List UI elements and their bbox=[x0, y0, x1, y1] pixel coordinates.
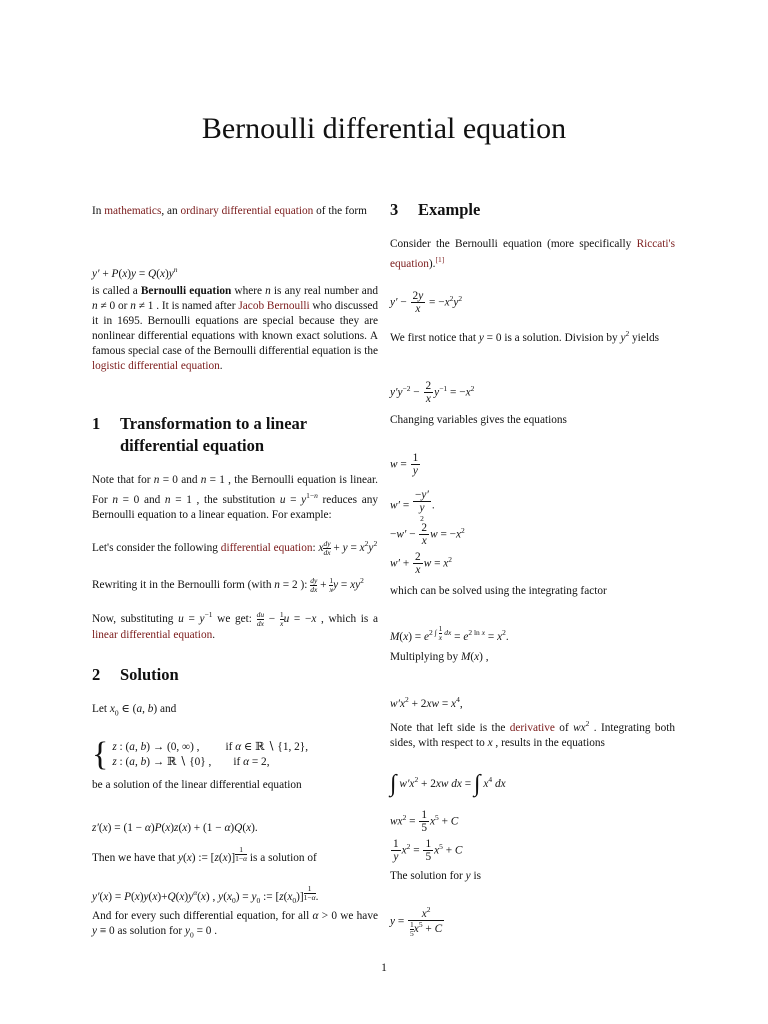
integrated-result-2: $\frac{1}{y}$ $x^2$ = $\frac{1}{5}$ $x^5 + C$ bbox=[393, 838, 463, 864]
bernoulli-equation-formula: $y' + P(x)y = Q(x)y^n$ bbox=[92, 265, 178, 280]
section-2-paragraph-3: Then we have that y(x) := [z(x)] $^{\frac{1}{1-\alpha}}$ is a solution of bbox=[92, 845, 317, 864]
link-ordinary-differential-equation[interactable]: ordinary differential equation bbox=[180, 205, 314, 217]
link-mathematics[interactable]: mathematics bbox=[104, 205, 162, 217]
page-title: Bernoulli differential equation bbox=[201, 112, 567, 145]
section-3-paragraph-1: Consider the Bernoulli equation (more specifically Riccati's equation).[1] bbox=[390, 238, 675, 270]
integrated-result-1: $wx^2$ = $\frac{1}{5}$ $x^5 + C$ bbox=[390, 809, 459, 835]
example-equation: y′ − $\frac{2y}{x}$ = $-x^2y^2$ bbox=[390, 290, 463, 316]
link-jacob-bernoulli[interactable]: Jacob Bernoulli bbox=[238, 300, 310, 312]
section-2-heading: 2 Solution bbox=[92, 665, 179, 684]
section-3-paragraph-3: Changing variables gives the equations bbox=[390, 414, 567, 426]
section-1-paragraph-3: Rewriting it in the Bernoulli form (with n = 2 ): $\frac{dy}{dx}$ + $\frac{1}{x}$ $y = xy^2$ bbox=[92, 575, 364, 594]
divided-equation: $y'y^{-2}$ − $\frac{2}{x}$ $y^{-1} = -x^2$ bbox=[390, 380, 475, 406]
section-3-paragraph-2: We first notice that y = 0 is a solution. Division by $y^2$ yields bbox=[390, 329, 660, 344]
link-riccati-equation[interactable]: Riccati's equation bbox=[390, 238, 675, 270]
section-3-paragraph-5: Multiplying by M(x) , bbox=[390, 651, 489, 663]
final-solution: y = $x^2$ $\frac{1}{5}$ $x^5 + C$ bbox=[390, 905, 443, 939]
section-3-paragraph-6: Note that left side is the derivative of $wx^2$ . Integrating both sides, with respect to x , results in the equations bbox=[390, 719, 676, 749]
citation-1[interactable]: [1] bbox=[435, 255, 445, 264]
substitution-w-prime: w′ = −y′ y 2 . bbox=[390, 489, 435, 523]
section-2-paragraph-4: And for every such differential equation, for all α > 0 we have y ≡ 0 as solution for $y_0 = 0$ . bbox=[92, 910, 378, 940]
section-2-paragraph-2: be a solution of the linear differential equation bbox=[92, 779, 302, 791]
section-3-paragraph-7: The solution for y is bbox=[390, 870, 481, 882]
intro-paragraph: In mathematics, an ordinary differential equation of the form bbox=[92, 205, 367, 217]
transformed-equation: −w′ − $\frac{2}{x}$ $w = -x^2$ bbox=[390, 522, 465, 548]
substitution-w: w = $\frac{1}{y}$ bbox=[390, 452, 419, 478]
bernoulli-ivp-formula: $y'(x) = P(x)y(x)+Q(x)y^\alpha(x)$ , $y(x_0) = y_0$ := $[z(x_0)]$ $^{\frac{1}{1-\alpha}}$ . bbox=[92, 884, 319, 906]
intro-paragraph-2: is called a Bernoulli equation where n is any real number and n ≠ 0 or n ≠ 1 . It is named after Jacob Bernoulli who discussed it in 1695. Bernoulli equations are special because they are nonlinear differential equations with known exact solutions. A famous special case of the Bernoulli differential equation is the logistic differential equation. bbox=[92, 285, 379, 372]
linear-ode-formula: z′(x) = (1 − α)P(x)z(x) + (1 − α)Q(x). bbox=[92, 822, 258, 834]
section-1-paragraph-2: Let's consider the following differential equation: x $\frac{dy}{dx}$ + $y = x^2y^2$ bbox=[92, 538, 378, 557]
section-1-paragraph-4: Now, substituting $u = y^{-1}$ we get: $\frac{du}{dx}$ − $\frac{1}{x}$ u = −x , which is a linear differential equation. bbox=[92, 609, 378, 641]
multiplied-equation: $w'x^2 + 2xw = x^4$, bbox=[390, 695, 463, 710]
linear-w-equation: w′ + $\frac{2}{x}$ $w = x^2$ bbox=[390, 551, 453, 577]
link-differential-equation[interactable]: differential equation bbox=[220, 541, 313, 554]
link-linear-differential-equation[interactable]: linear differential equation bbox=[92, 628, 213, 641]
cases-definition: { z : (a, b) → (0, ∞) , if α ∈ ℝ ∖ {1, 2}, z : (a, b) → ℝ ∖ {0} , if α = 2, bbox=[92, 736, 309, 773]
section-3-paragraph-4: which can be solved using the integrating factor bbox=[390, 585, 607, 597]
page-number: 1 bbox=[381, 962, 387, 974]
section-3-heading: 3 Example bbox=[390, 200, 481, 219]
link-derivative[interactable]: derivative bbox=[509, 721, 555, 734]
section-1-paragraph-1: Note that for n = 0 and n = 1 , the Bernoulli equation is linear. For n = 0 and n = 1 , the substitution $u = y^{1-n}$ reduces any Bernoulli equation to a linear equation. For example: bbox=[92, 474, 379, 521]
section-1-heading: 1 Transformation to a linear differential equation bbox=[92, 414, 307, 455]
link-logistic-differential-equation[interactable]: logistic differential equation bbox=[92, 360, 220, 372]
integral-equation: ∫ $w'x^2 + 2xw$ dx = ∫ $x^4$ dx bbox=[390, 771, 506, 798]
integrating-factor-formula: $M(x) = e^{2 \int \frac{1}{x} dx} = e^{2 ln x} = x^2$. bbox=[390, 624, 509, 643]
section-2-paragraph-1: Let $x_0$ ∈ (a, b) and bbox=[92, 703, 177, 718]
